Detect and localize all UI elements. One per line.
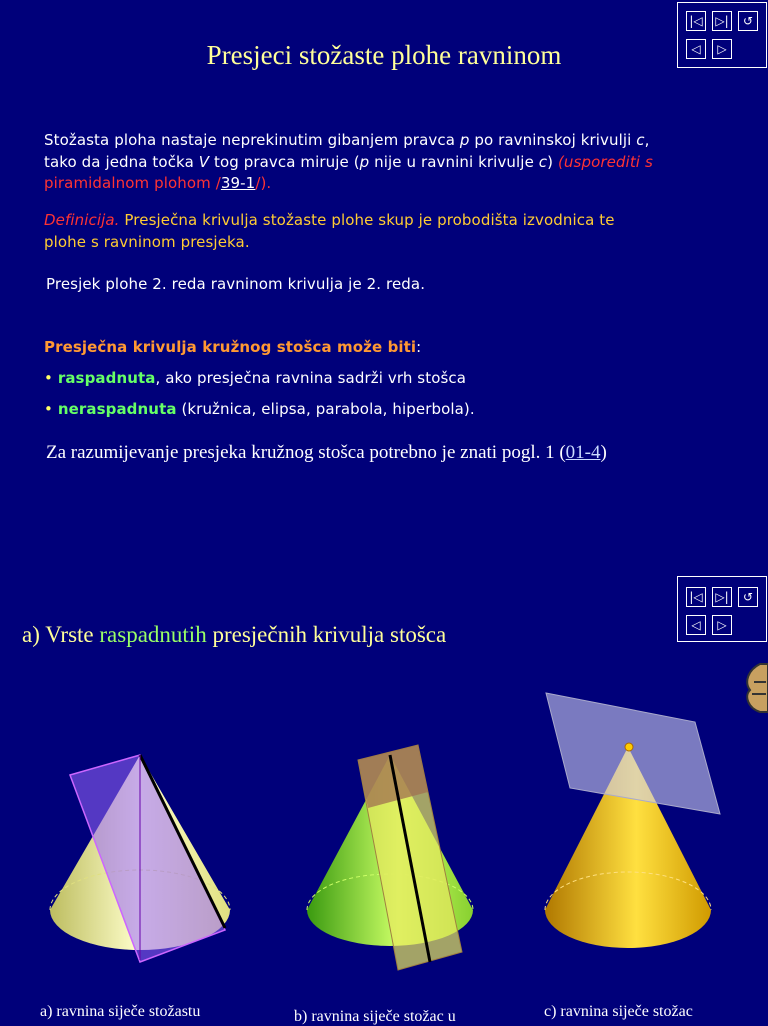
caption-a: a) ravnina siječe stožastu xyxy=(40,1003,201,1020)
section-subtitle: a) Vrste raspadnutih presječnih krivulja stošca xyxy=(22,622,447,647)
cone-c xyxy=(545,693,720,948)
last-slide-button[interactable]: ▷| xyxy=(712,11,732,31)
cones-illustration xyxy=(0,680,768,1000)
intro-paragraph: Stožasta ploha nastaje neprekinutim gibanjem pravca p po ravninskoj krivulji c, tako da jedna točka V tog pravca miruje (p nije u ravnini krivulje c) (usporediti s piramidalnom plohom /39-1/). xyxy=(44,131,653,192)
page-title: Presjeci stožaste plohe ravninom xyxy=(206,40,562,70)
prev-slide-button-2[interactable]: ◁ xyxy=(686,615,706,635)
cone-a xyxy=(50,755,230,962)
return-button-2[interactable]: ↺ xyxy=(738,587,758,607)
link-01-4[interactable]: 01-4 xyxy=(565,442,601,463)
return-button[interactable]: ↺ xyxy=(738,11,758,31)
caption-c: c) ravnina siječe stožac xyxy=(544,1003,693,1020)
nav-panel-bottom xyxy=(677,576,767,642)
last-slide-button-2[interactable]: ▷| xyxy=(712,587,732,607)
definition-paragraph: Definicija. Presječna krivulja stožaste plohe skup je probodišta izvodnica te plohe s ravninom presjeka. xyxy=(44,211,615,251)
first-slide-button[interactable]: |◁ xyxy=(686,11,706,31)
order-text: Presjek plohe 2. reda ravninom krivulja je 2. reda. xyxy=(46,275,426,293)
first-slide-button-2[interactable]: |◁ xyxy=(686,587,706,607)
next-slide-button[interactable]: ▷ xyxy=(712,39,732,59)
reference-line: Za razumijevanje presjeka kružnog stošca potrebno je znati pogl. 1 (01-4) xyxy=(46,442,607,463)
prev-slide-button[interactable]: ◁ xyxy=(686,39,706,59)
next-slide-button-2[interactable]: ▷ xyxy=(712,615,732,635)
caption-b: b) ravnina siječe stožac u xyxy=(294,1008,456,1025)
cone-b xyxy=(307,745,473,970)
link-39-1[interactable]: 39-1 xyxy=(220,174,256,192)
curves-list: Presječna krivulja kružnog stošca može biti: • raspadnuta, ako presječna ravnina sadrži vrh stošca • neraspadnuta (kružnica, elipsa, parabola, hiperbola). xyxy=(44,338,475,418)
